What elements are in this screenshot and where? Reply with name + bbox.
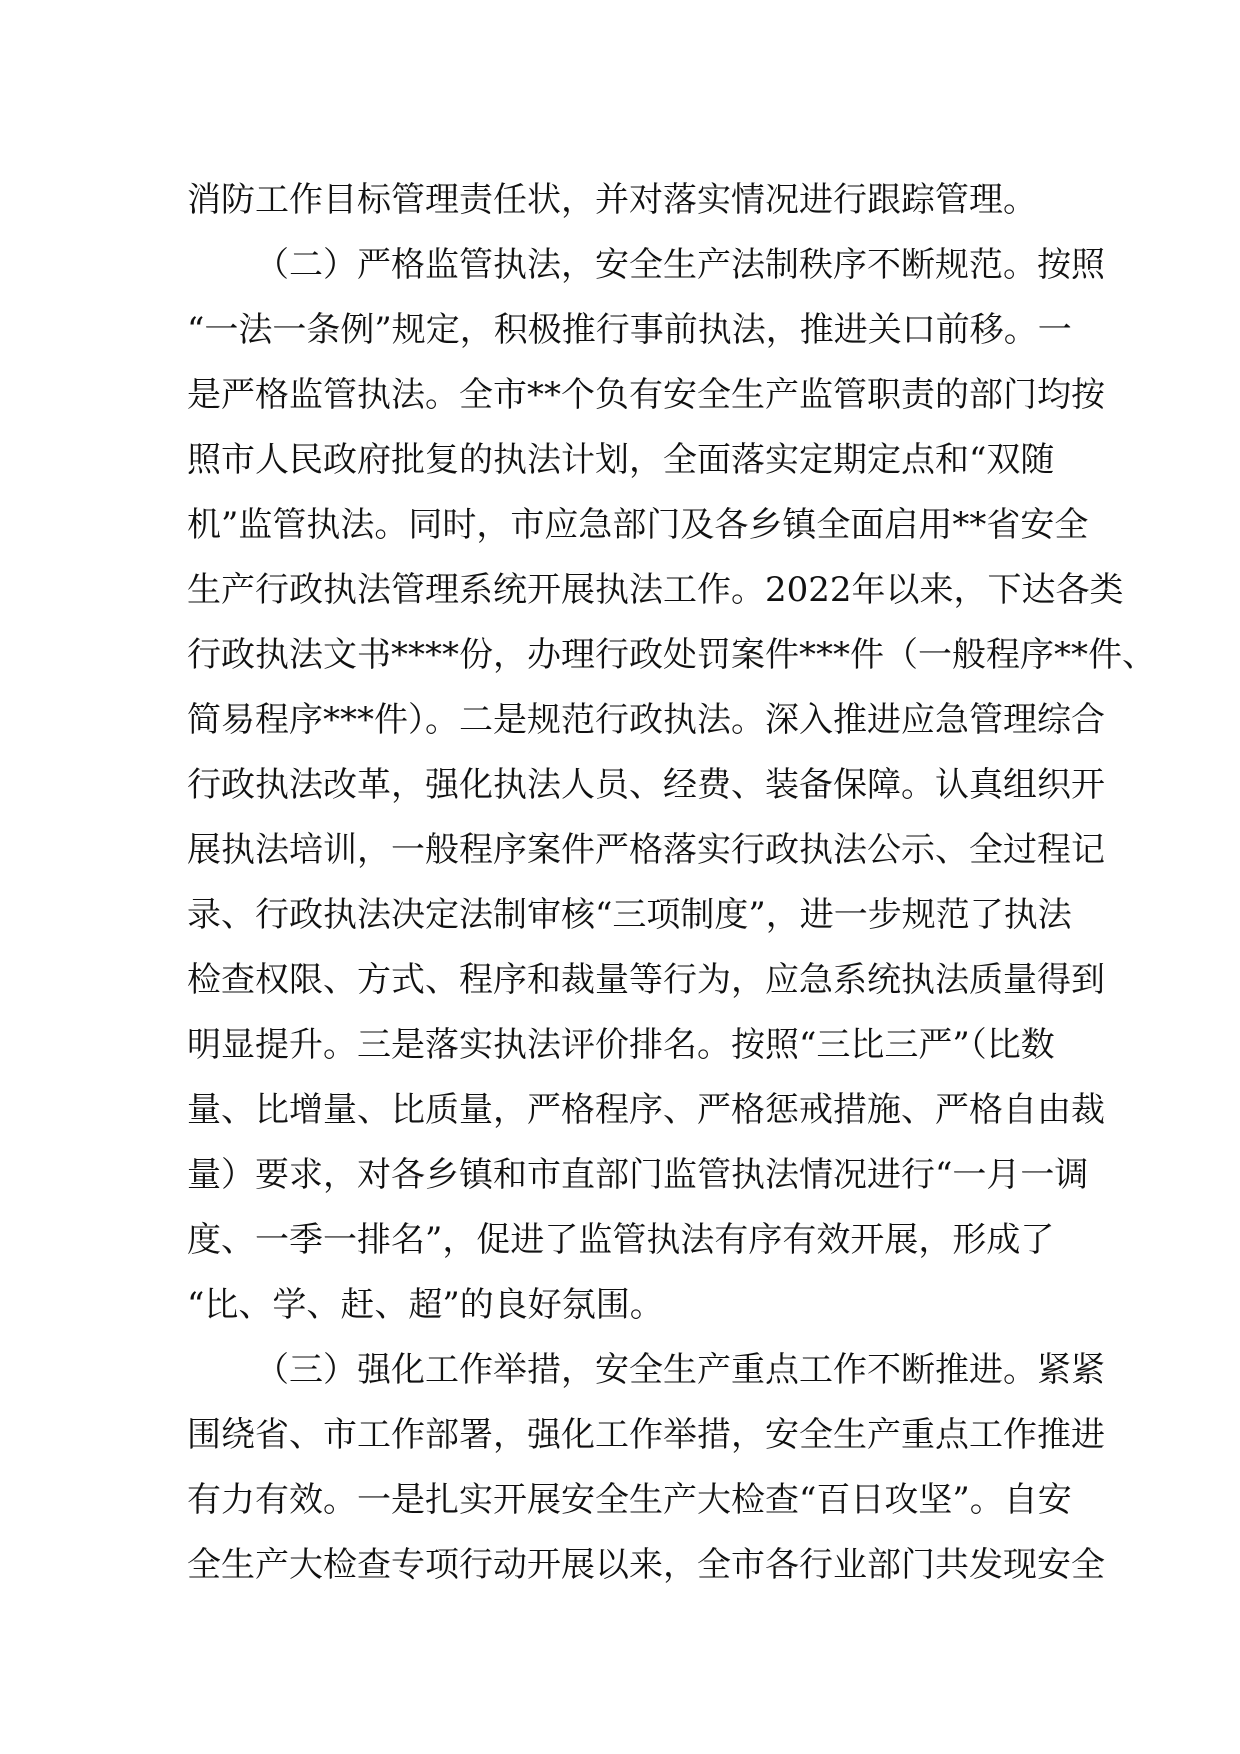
text-line: 检查权限、方式、程序和裁量等行为，应急系统执法质量得到 [187,960,1105,1000]
text-line: 行政执法改革，强化执法人员、经费、装备保障。认真组织开 [187,765,1105,805]
body-text [187,168,1156,1598]
text-line: 度、一季一排名”，促进了监管执法有序有效开展，形成了 [187,1220,1055,1260]
text-line: 全生产大检查专项行动开展以来，全市各行业部门共发现安全 [187,1545,1105,1585]
text-line: 行政执法文书****份，办理行政处罚案件***件（一般程序**件、 [187,635,1156,675]
text-line: 简易程序***件）。二是规范行政执法。深入推进应急管理综合 [187,700,1105,740]
text-line: 照市人民政府批复的执法计划，全面落实定期定点和“双随 [187,440,1055,480]
section-heading-line: （三）强化工作举措，安全生产重点工作不断推进。紧紧 [255,1350,1105,1390]
text-line: “比、学、赶、超”的良好氛围。 [187,1285,664,1325]
section-heading-line: （二）严格监管执法，安全生产法制秩序不断规范。按照 [255,245,1105,285]
text-line: 录、行政执法决定法制审核“三项制度”，进一步规范了执法 [187,895,1072,935]
text-line: 明显提升。三是落实执法评价排名。按照“三比三严”（比数 [187,1025,1055,1065]
text-line: 量）要求，对各乡镇和市直部门监管执法情况进行“一月一调 [187,1155,1089,1195]
text-line: 是严格监管执法。全市**个负有安全生产监管职责的部门均按 [187,375,1105,415]
text-line: 有力有效。一是扎实开展安全生产大检查“百日攻坚”。自安 [187,1480,1072,1520]
text-line: 量、比增量、比质量，严格程序、严格惩戒措施、严格自由裁 [187,1090,1105,1130]
text-line: 生产行政执法管理系统开展执法工作。2022年以来，下达各类 [187,570,1124,610]
text-line: “一法一条例”规定，积极推行事前执法，推进关口前移。一 [187,310,1072,350]
text-line: 围绕省、市工作部署，强化工作举措，安全生产重点工作推进 [187,1415,1105,1455]
text-line: 展执法培训，一般程序案件严格落实行政执法公示、全过程记 [187,830,1105,870]
text-line: 机”监管执法。同时，市应急部门及各乡镇全面启用**省安全 [187,505,1089,545]
text-line: 消防工作目标管理责任状，并对落实情况进行跟踪管理。 [187,180,1037,220]
